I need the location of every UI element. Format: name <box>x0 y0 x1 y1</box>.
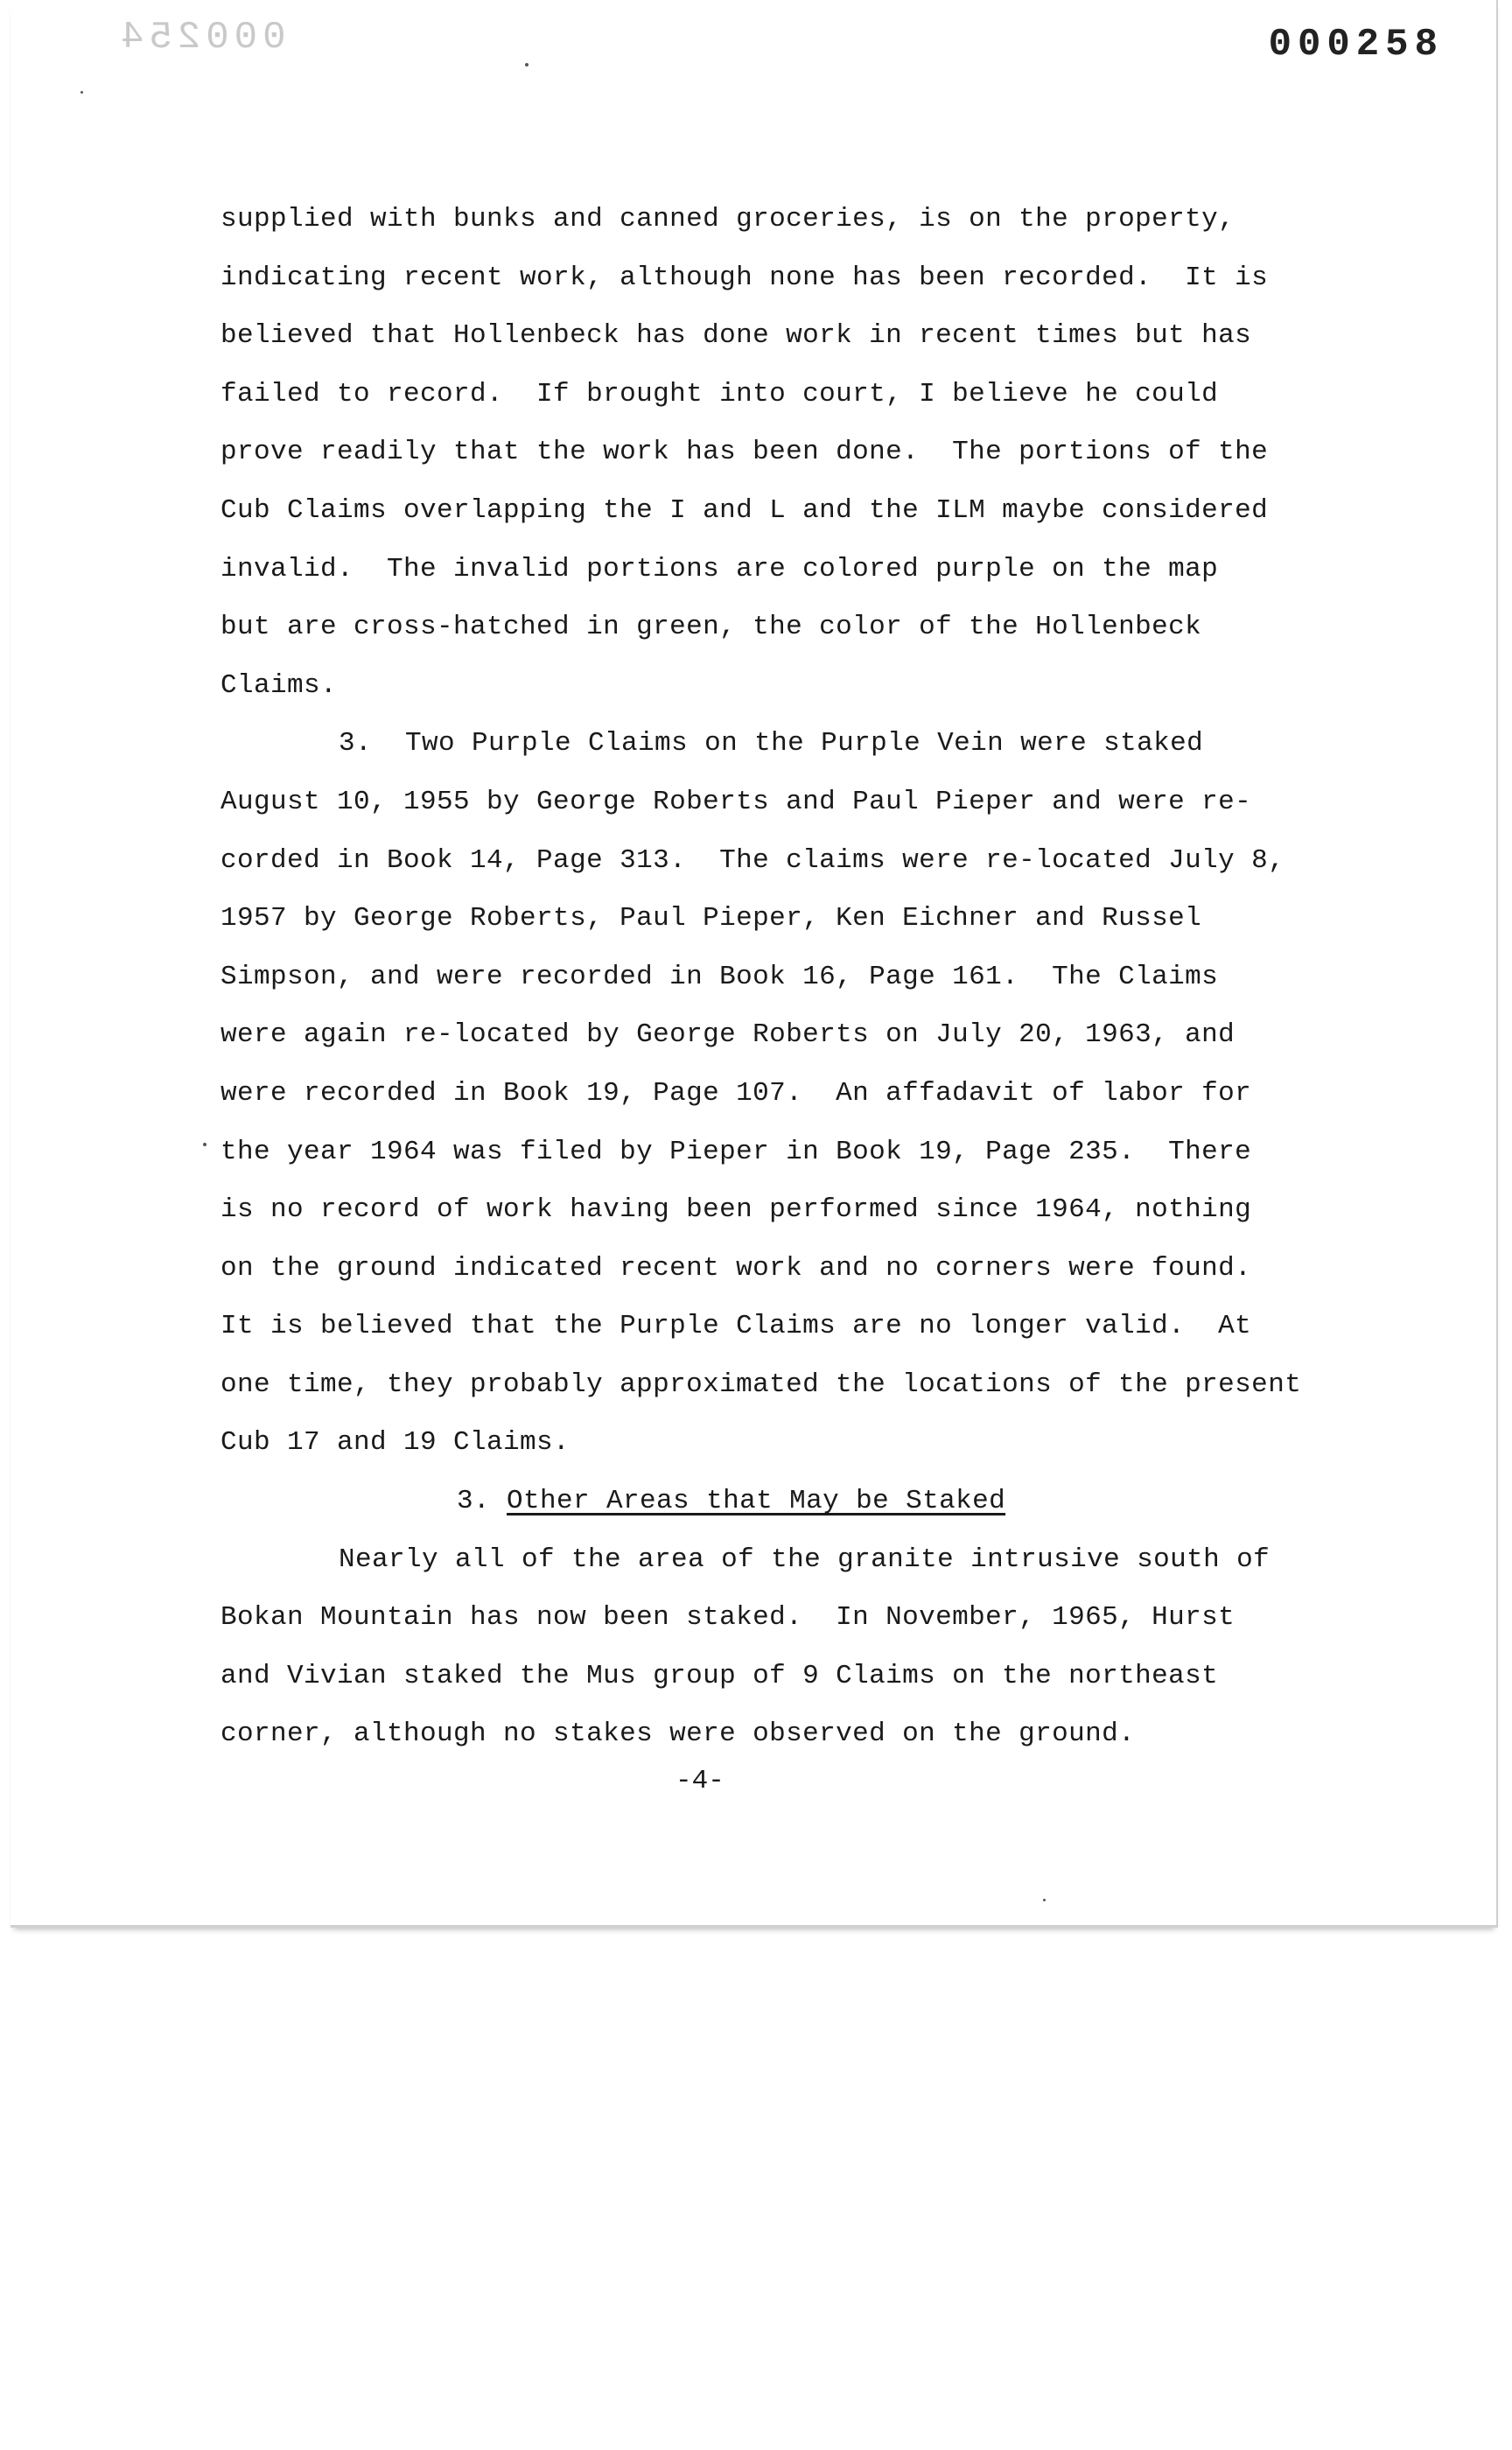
section-heading-text: Other Areas that May be Staked <box>507 1486 1006 1517</box>
body-line: indicating recent work, although none has been recorded. It is <box>220 262 1269 293</box>
scan-speck <box>203 1143 206 1146</box>
body-line: were again re-located by George Roberts on July 20, 1963, and <box>220 1019 1236 1051</box>
body-line: the year 1964 was filed by Pieper in Book 19, Page 235. There <box>220 1136 1252 1167</box>
body-line: were recorded in Book 19, Page 107. An affadavit of labor for <box>220 1077 1252 1109</box>
body-line: August 10, 1955 by George Roberts and Paul Pieper and were re- <box>220 786 1252 817</box>
body-text <box>220 191 1393 1764</box>
body-line: but are cross-hatched in green, the color of the Hollenbeck <box>220 612 1202 643</box>
body-line: failed to record. If brought into court, I believe he could <box>220 378 1219 410</box>
section-heading <box>220 1473 1393 1531</box>
body-line: Cub 17 and 19 Claims. <box>220 1427 570 1459</box>
paragraph-start-line: 3. Two Purple Claims on the Purple Vein were staked <box>339 728 1204 760</box>
body-line: on the ground indicated recent work and no corners were found. <box>220 1252 1252 1284</box>
scan-speck <box>80 91 83 94</box>
page-number: -4- <box>676 1766 724 1796</box>
document-page <box>10 0 1498 1928</box>
body-line: supplied with bunks and canned groceries, is on the property, <box>220 204 1236 234</box>
body-line: one time, they probably approximated the locations of the present <box>220 1368 1302 1400</box>
body-line: invalid. The invalid portions are colored purple on the map <box>220 553 1219 584</box>
paragraph-start-line: Nearly all of the area of the granite intrusive south of <box>339 1544 1270 1575</box>
section-number: 3. <box>457 1486 491 1517</box>
body-line: Claims. <box>220 669 338 701</box>
body-line: Cub Claims overlapping the I and L and the ILM maybe considered <box>220 494 1269 526</box>
body-line: 1957 by George Roberts, Paul Pieper, Ken Eichner and Russel <box>220 903 1202 934</box>
bleed-through-number: 000254 <box>116 16 286 60</box>
body-line: corner, although no stakes were observed on the ground. <box>220 1718 1136 1750</box>
body-line: is no record of work having been performed since 1964, nothing <box>220 1194 1252 1226</box>
bates-stamp-number: 000258 <box>1268 23 1444 66</box>
body-line: Bokan Mountain has now been staked. In November, 1965, Hurst <box>220 1602 1236 1634</box>
scan-speck <box>1043 1899 1046 1901</box>
body-line: and Vivian staked the Mus group of 9 Claims on the northeast <box>220 1660 1219 1691</box>
body-line: corded in Book 14, Page 313. The claims were re-located July 8, <box>220 844 1285 876</box>
body-line: It is believed that the Purple Claims are no longer valid. At <box>220 1311 1252 1342</box>
scan-speck <box>525 63 528 66</box>
body-line: Simpson, and were recorded in Book 16, Page 161. The Claims <box>220 961 1219 992</box>
body-line: believed that Hollenbeck has done work in recent times but has <box>220 320 1252 352</box>
body-line: prove readily that the work has been done. The portions of the <box>220 437 1269 468</box>
